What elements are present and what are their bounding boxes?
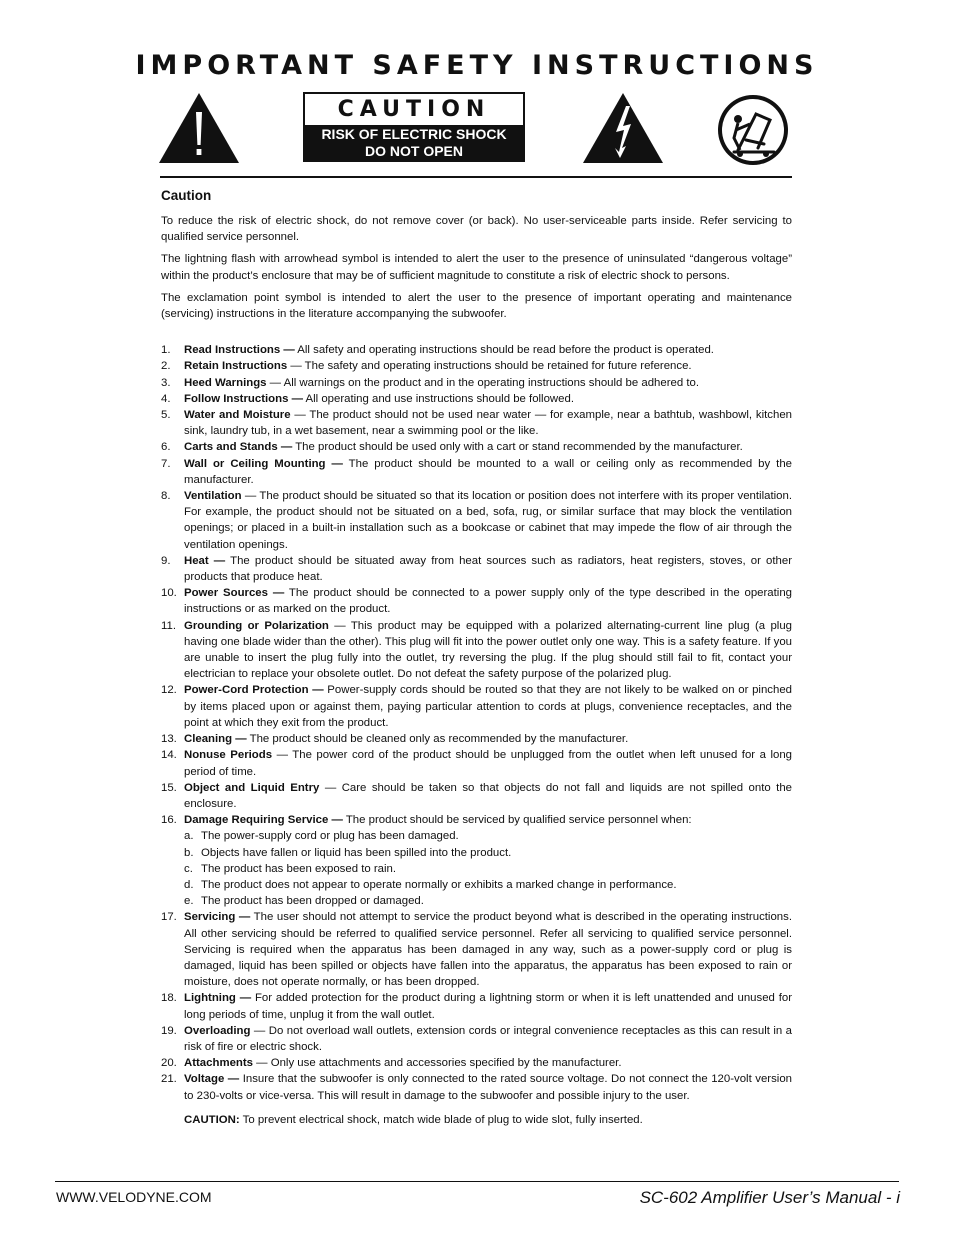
item-body: — Care should be taken so that objects do not fall and liquids are not spilled onto the enclosure.: [184, 781, 792, 810]
list-item: [161, 990, 792, 1022]
caution-paragraph: The exclamation point symbol is intended to alert the user to the presence of important operating and maintenance (servicing) instructions in the literature accompanying the subwoofer.: [161, 291, 792, 321]
item-body: — Only use attachments and accessories specified by the manufacturer.: [253, 1057, 622, 1070]
list-item: [161, 747, 792, 779]
item-body: The product should be mounted to a wall or ceiling only as recommended by the manufacturer.: [184, 457, 792, 486]
list-item: [161, 909, 792, 990]
item-body: — Do not overload wall outlets, extension cords or integral convenience receptacles as this can result in a risk of fire or electric shock.: [184, 1024, 792, 1053]
subitem-text: The product has been dropped or damaged.: [201, 895, 424, 908]
item-title: Power-Cord Protection —: [184, 684, 324, 697]
item-body: — This product may be equipped with a polarized alternating-current line plug (a plug having one blade wider than the other). This plug will fit into the power outlet only one way. This is a safety feature. If you are unable to insert the plug fully into the outlet, try reversing the plug. If the plug should still fail to fit, contact your electrician to replace your obsolete outlet. Do not defeat the safety purpose of the polarized plug.: [184, 619, 792, 681]
final-caution: [161, 1112, 792, 1128]
subitem-text: Objects have fallen or liquid has been spilled into the product.: [201, 846, 512, 859]
item-body: The product should be situated away from heat sources such as radiators, heat registers, stoves, or other products that produce heat.: [184, 554, 792, 584]
list-item: [161, 358, 792, 374]
header-divider: [160, 176, 792, 178]
item-number: 5.: [161, 409, 171, 422]
list-item: [161, 1071, 792, 1103]
list-item: [161, 407, 792, 439]
item-title: Ventilation: [184, 490, 242, 503]
item-title: Read Instructions —: [184, 344, 295, 357]
item-body: For added protection for the product during a lightning storm or when it is left unattended and unused for long periods of time, unplug it from the wall outlet.: [184, 992, 792, 1021]
subitem-letter: a.: [184, 830, 194, 843]
damage-subitem: [161, 877, 792, 893]
item-number: 1.: [161, 344, 171, 357]
item-number: 20.: [161, 1057, 177, 1070]
final-caution-text: To prevent electrical shock, match wide blade of plug to wide slot, fully inserted.: [239, 1113, 643, 1126]
list-item: [161, 585, 792, 617]
exclamation-triangle-icon: [158, 92, 240, 164]
item-number: 18.: [161, 992, 177, 1005]
item-number: 10.: [161, 587, 177, 600]
item-title: Damage Requiring Service —: [184, 814, 343, 827]
item-number: 15.: [161, 781, 177, 794]
subitem-text: The product has been exposed to rain.: [201, 862, 397, 875]
item-number: 14.: [161, 749, 177, 762]
caution-paragraph: To reduce the risk of electric shock, do not remove cover (or back). No user-serviceable parts inside. Refer servicing to qualified service personnel.: [161, 215, 792, 244]
item-body: Power-supply cords should be routed so that they are not likely to be walked on or pinched by items placed upon or against them, paying particular attention to cords at plugs, convenience receptacles, and the point at which they exit from the product.: [184, 684, 792, 729]
list-item: [161, 456, 792, 488]
caution-word: CAUTION: [337, 97, 491, 122]
item-body: The product should be serviced by qualified service personnel when:: [342, 814, 692, 827]
subitem-letter: e.: [184, 895, 194, 908]
item-body: All operating and use instructions should be followed.: [302, 392, 574, 405]
item-number: 11.: [161, 619, 176, 632]
subitem-letter: d.: [184, 878, 194, 891]
caution-label-box: [303, 92, 525, 162]
list-item: [161, 618, 792, 683]
item-title: Grounding or Polarization: [184, 619, 329, 632]
item-title: Object and Liquid Entry: [184, 781, 320, 794]
caution-subtext: [305, 125, 523, 160]
list-item: [161, 812, 792, 828]
subitem-text: The product does not appear to operate normally or exhibits a marked change in performance.: [201, 878, 677, 891]
caution-line-1: RISK OF ELECTRIC SHOCK: [321, 126, 507, 142]
footer-website: WWW.VELODYNE.COM: [56, 1189, 212, 1205]
item-body: — The power cord of the product should be unplugged from the outlet when left unused for a long period of time.: [184, 749, 792, 778]
list-item: [161, 439, 792, 455]
item-title: Retain Instructions: [184, 360, 288, 373]
damage-subitem: [161, 861, 792, 877]
item-number: 9.: [161, 554, 171, 567]
item-title: Heed Warnings: [184, 376, 267, 389]
subitem-text: The power-supply cord or plug has been damaged.: [201, 830, 459, 843]
item-title: Voltage —: [184, 1073, 240, 1086]
item-body: The product should be connected to a power supply only of the type described in the operating instructions or as marked on the product.: [184, 587, 792, 616]
item-title: Wall or Ceiling Mounting —: [184, 457, 343, 470]
subitem-letter: b.: [184, 846, 194, 859]
item-title: Lightning —: [184, 992, 252, 1005]
damage-subitem: [161, 845, 792, 861]
list-item: [161, 553, 792, 585]
item-number: 16.: [161, 814, 177, 827]
item-body: The product should be used only with a cart or stand recommended by the manufacturer.: [292, 441, 743, 454]
list-item: [161, 391, 792, 407]
item-title: Overloading: [184, 1024, 251, 1037]
list-item: [161, 1055, 792, 1071]
list-item: [161, 342, 792, 358]
item-body: — The product should be situated so that its location or position does not interfere with its proper ventilation. For example, the product should not be situated on a bed, sofa, rug, or similar surface that may block the ventilation openings; or placed in a built-in installation such as a bookcase or cabinet that may impede the flow of air through the ventilation openings.: [184, 490, 792, 551]
item-body: Insure that the subwoofer is only connected to the rated source voltage. Do not connect the 120-volt version to 230-volts or vice-versa. This will result in damage to the subwoofer and possible injury to the user.: [184, 1073, 792, 1102]
list-item: [161, 488, 792, 553]
footer-divider: [55, 1181, 899, 1182]
item-number: 2.: [161, 360, 171, 373]
item-body: — All warnings on the product and in the operating instructions should be adhered to.: [266, 376, 699, 389]
item-title: Heat —: [184, 554, 226, 567]
item-number: 21.: [161, 1073, 177, 1086]
item-title: Servicing —: [184, 911, 251, 924]
list-item: [161, 1023, 792, 1055]
list-item: [161, 780, 792, 812]
lightning-triangle-icon: [582, 92, 664, 164]
item-title: Power Sources —: [184, 587, 285, 600]
item-title: Attachments: [184, 1057, 253, 1070]
item-body: All safety and operating instructions should be read before the product is operated.: [294, 344, 714, 357]
caution-line-2: DO NOT OPEN: [364, 143, 463, 159]
item-number: 17.: [161, 911, 177, 924]
footer-manual-title: SC-602 Amplifier User’s Manual - i: [639, 1188, 900, 1207]
item-body: The product should be cleaned only as recommended by the manufacturer.: [246, 733, 629, 746]
safety-content: [161, 187, 792, 1128]
item-title: Carts and Stands —: [184, 441, 293, 454]
final-caution-label: CAUTION:: [184, 1113, 240, 1126]
list-item: [161, 375, 792, 391]
item-title: Nonuse Periods: [184, 749, 273, 762]
subitem-letter: c.: [184, 862, 193, 875]
item-body: — The product should not be used near water — for example, near a bathtub, washbowl, kitchen sink, laundry tub, in a wet basement, near a swimming pool or the like.: [184, 409, 792, 438]
list-item: [161, 731, 792, 747]
list-item: [161, 682, 792, 731]
damage-subitem: [161, 828, 792, 844]
item-body: — The safety and operating instructions should be retained for future reference.: [287, 360, 692, 373]
item-title: Water and Moisture: [184, 409, 291, 422]
item-body: The user should not attempt to service the product beyond what is described in the operating instructions. All other servicing should be referred to qualified service personnel. Refer all servicing to qualified service personnel. Servicing is required when the apparatus has been damaged in any way, such as a power-supply cord or plug is damaged, liquid has been spilled or objects have fallen into the apparatus, the apparatus has been exposed to rain or moisture, does not operate normally, or has been dropped.: [184, 911, 792, 989]
item-number: 8.: [161, 490, 171, 503]
item-number: 12.: [161, 684, 177, 697]
item-number: 4.: [161, 392, 171, 405]
item-title: Cleaning —: [184, 733, 247, 746]
instruction-list: [161, 342, 792, 1128]
damage-subitem: [161, 893, 792, 909]
item-number: 19.: [161, 1024, 177, 1037]
caution-heading: Caution: [161, 188, 212, 203]
page-title: IMPORTANT SAFETY INSTRUCTIONS: [135, 50, 819, 81]
item-title: Follow Instructions —: [184, 392, 303, 405]
caution-paragraph: The lightning flash with arrowhead symbol is intended to alert the user to the presence of uninsulated “dangerous voltage” within the product’s enclosure that may be of sufficient magnitude to constitute a risk of electric shock to persons.: [161, 253, 792, 282]
item-number: 13.: [161, 733, 177, 746]
item-number: 6.: [161, 441, 171, 454]
item-number: 3.: [161, 376, 171, 389]
item-number: 7.: [161, 457, 171, 470]
cart-tipover-icon: [716, 94, 790, 166]
